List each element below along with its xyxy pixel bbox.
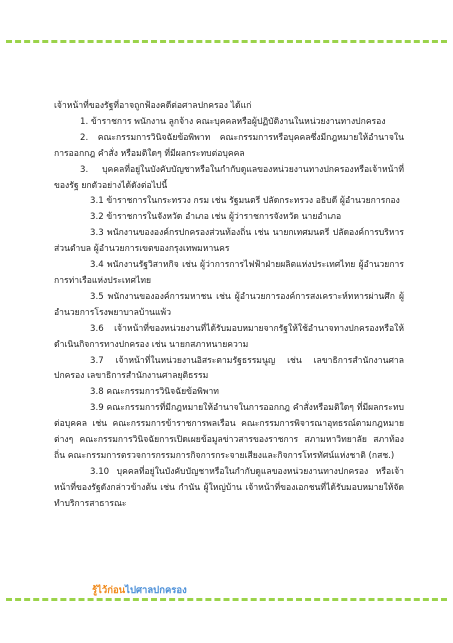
paragraph: 3.8 คณะกรรมการวินิจฉัยข้อพิพาท: [90, 387, 219, 398]
top-dashed-border: [6, 40, 447, 43]
bottom-dashed-border: [6, 598, 447, 601]
paragraph: 3. บุคคลที่อยู่ในบังคับบัญชาหรือในกำกับดูแลของหน่วยงานทางปกครองหรือเจ้าหน้าที่ของรัฐ ยกตัวอย่างได้ดังต่อไปนี้: [54, 164, 404, 191]
paragraph: เจ้าหน้าที่ของรัฐที่อาจถูกฟ้องคดีต่อศาลปกครอง ได้แก่: [54, 101, 252, 111]
paragraph: 1. ข้าราชการ พนักงาน ลูกจ้าง คณะบุคคลหรือผู้ปฏิบัติงานในหน่วยงานทางปกครอง: [80, 116, 386, 127]
paragraph: 3.7 เจ้าหน้าที่ในหน่วยงานอิสระตามรัฐธรรมนูญ เช่น เลขาธิการสำนักงานศาลปกครอง เลขาธิการสำนักงานศาลยุติธรรม: [54, 355, 404, 382]
paragraph: 3.1 ข้าราชการในกระทรวง กรม เช่น รัฐมนตรี ปลัดกระทรวง อธิบดี ผู้อำนวยการกอง: [90, 196, 400, 207]
paragraph: 2. คณะกรรมการวินิจฉัยข้อพิพาท คณะกรรมการหรือบุคคลซึ่งมีกฎหมายให้อำนาจในการออกกฎ คำสั่ง หรือมติใดๆ ที่มีผลกระทบต่อบุคคล: [54, 132, 404, 159]
paragraph: 3.3 พนักงานขององค์กรปกครองส่วนท้องถิ่น เช่น นายกเทศมนตรี ปลัดองค์การบริหารส่วนตำบล ผู้อำนวยการเขตของกรุงเทพมหานคร: [54, 228, 404, 255]
document-body: [54, 99, 404, 513]
footer-part-2: ไปศาลปกครอง: [125, 585, 187, 596]
footer-title: [92, 583, 187, 598]
paragraph: 3.6 เจ้าหน้าที่ของหน่วยงานที่ได้รับมอบหมายจากรัฐให้ใช้อำนาจทางปกครองหรือให้ดำเนินกิจการทางปกครอง เช่น นายกสภาทนายความ: [54, 323, 404, 350]
paragraph: 3.2 ข้าราชการในจังหวัด อำเภอ เช่น ผู้ว่าราชการจังหวัด นายอำเภอ: [90, 212, 342, 223]
paragraph: 3.4 พนักงานรัฐวิสาหกิจ เช่น ผู้ว่าการการไฟฟ้าฝ่ายผลิตแห่งประเทศไทย ผู้อำนวยการการท่าเรือแห่งประเทศไทย: [54, 260, 404, 286]
paragraph: 3.9 คณะกรรมการที่มีกฎหมายให้อำนาจในการออกกฎ คำสั่งหรือมติใดๆ ที่มีผลกระทบต่อบุคคล เช่น คณะกรรมการข้าราชการพลเรือน คณะกรรมการพิจารณาอุทธรณ์ตามกฎหมายต่างๆ คณะกรรมการวินิจฉัยการเปิดเผยข้อมูลข่าวสารของราชการ สภามหาวิทยาลัย สภาท้องถิ่น คณะกรรมการตรวจการกรรมการกิจการกระจายเสียงและกิจการโทรทัศน์แห่งชาติ (กสช.): [54, 403, 404, 461]
paragraph: 3.10 บุคคลที่อยู่ในบังคับบัญชาหรือในกำกับดูแลของหน่วยงานทางปกครอง หรือเจ้าหน้าที่ของรัฐดังกล่าวข้างต้น เช่น กำนัน ผู้ใหญ่บ้าน เจ้าหน้าที่ของเอกชนที่ได้รับมอบหมายให้จัดทำบริการสาธารณะ: [54, 466, 404, 509]
footer-part-1: รู้ไว้ก่อน: [92, 585, 126, 596]
paragraph: 3.5 พนักงานขององค์การมหาชน เช่น ผู้อำนวยการองค์การสงเคราะห์ทหารผ่านศึก ผู้อำนวยการโรงพยาบาลบ้านแพ้ว: [54, 291, 404, 318]
